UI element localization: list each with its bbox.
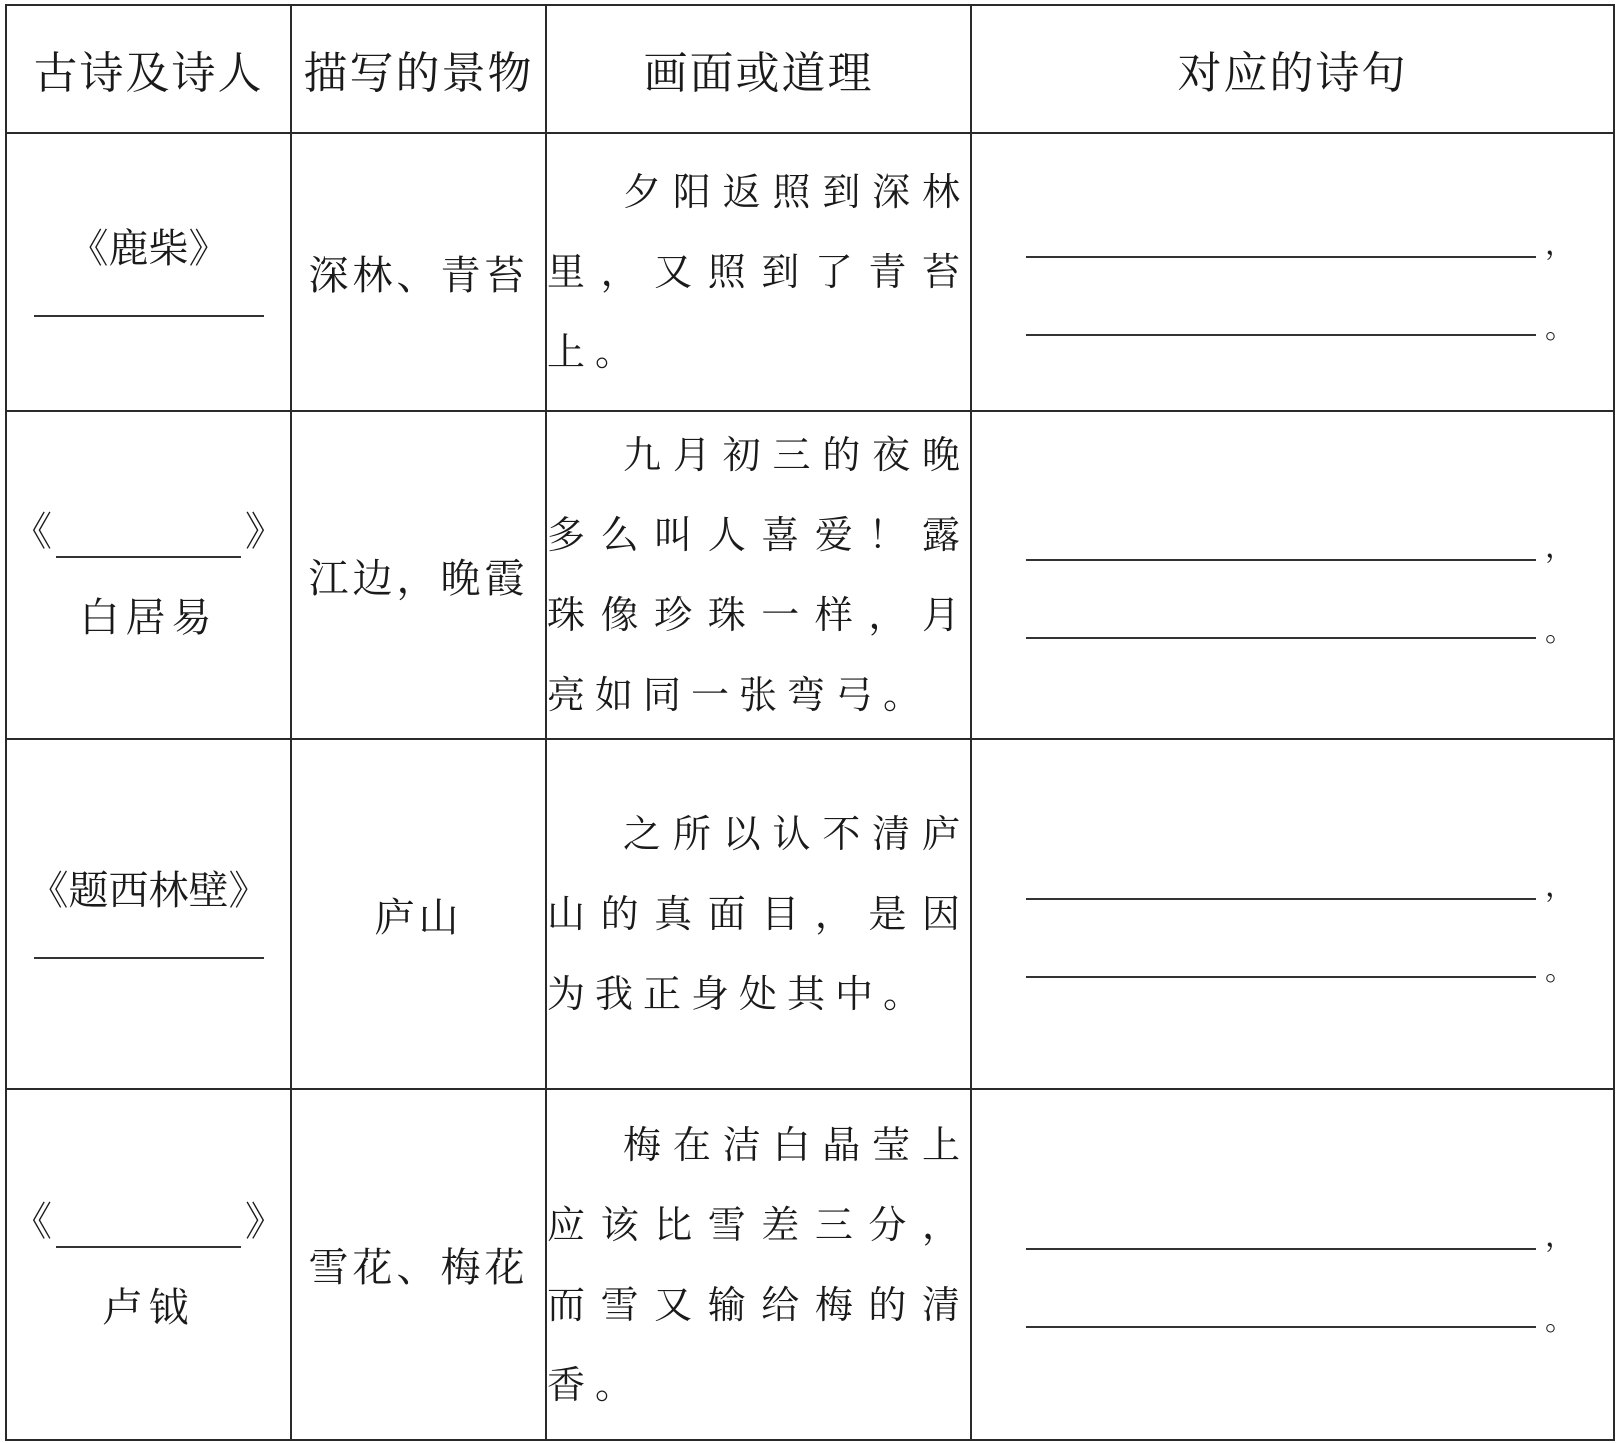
comma-mark: ， (1545, 227, 1575, 262)
period-mark: 。 (1545, 953, 1575, 988)
poem-cell (6, 411, 291, 739)
author-blank[interactable] (34, 957, 264, 959)
scene-cell: 雪花、梅花 (291, 1089, 546, 1440)
title-close-bracket: 》 (245, 1198, 285, 1245)
table-row (6, 411, 1614, 739)
title-blank[interactable] (56, 1224, 241, 1248)
header-poem-author: 古诗及诗人 (6, 5, 291, 133)
title-close-bracket: 》 (245, 509, 285, 555)
header-meaning: 画面或道理 (546, 5, 971, 133)
verse-blank-1[interactable] (1026, 256, 1536, 258)
meaning-cell: 之所以认不清庐山的真面目，是因为我正身处其中。 (546, 739, 971, 1089)
verse-blank-2[interactable] (1026, 637, 1536, 639)
header-scenery: 描写的景物 (291, 5, 546, 133)
answer-cell (971, 739, 1614, 1089)
verse-blank-1[interactable] (1026, 559, 1536, 561)
poem-cell (6, 133, 291, 411)
poem-cell (6, 739, 291, 1089)
poem-table (5, 4, 1615, 1441)
scene-cell: 深林、青苔 (291, 133, 546, 411)
table-row (6, 133, 1614, 411)
meaning-cell: 九月初三的夜晚多么叫人喜爱！露珠像珍珠一样，月亮如同一张弯弓。 (546, 411, 971, 739)
verse-blank-1[interactable] (1026, 898, 1536, 900)
poem-author: 白居易 (79, 595, 218, 641)
comma-mark: ， (1545, 1219, 1575, 1254)
period-mark: 。 (1545, 614, 1575, 649)
answer-cell (971, 411, 1614, 739)
header-verse: 对应的诗句 (971, 5, 1614, 133)
period-mark: 。 (1545, 1303, 1575, 1338)
poem-title: 《鹿柴》 (68, 226, 229, 272)
scene-cell: 江边，晚霞 (291, 411, 546, 739)
title-blank-group (7, 506, 290, 558)
comma-mark: ， (1545, 869, 1575, 904)
answer-cell (971, 1089, 1614, 1440)
meaning-cell: 梅在洁白晶莹上应该比雪差三分，而雪又输给梅的清香。 (546, 1089, 971, 1440)
verse-blank-2[interactable] (1026, 334, 1536, 336)
poem-author: 卢钺 (102, 1284, 195, 1331)
table-row (6, 1089, 1614, 1440)
meaning-cell: 夕阳返照到深林里，又照到了青苔上。 (546, 133, 971, 411)
title-open-bracket: 《 (12, 509, 52, 555)
title-open-bracket: 《 (12, 1198, 52, 1245)
table-row (6, 739, 1614, 1089)
verse-blank-1[interactable] (1026, 1248, 1536, 1250)
poem-title: 《题西林壁》 (28, 868, 269, 914)
answer-cell (971, 133, 1614, 411)
verse-blank-2[interactable] (1026, 976, 1536, 978)
verse-blank-2[interactable] (1026, 1326, 1536, 1328)
comma-mark: ， (1545, 530, 1575, 565)
scene-cell: 庐山 (291, 739, 546, 1089)
title-blank[interactable] (56, 534, 241, 558)
author-blank[interactable] (34, 315, 264, 317)
poem-cell (6, 1089, 291, 1440)
header-row (6, 5, 1614, 133)
title-blank-group (7, 1196, 290, 1248)
period-mark: 。 (1545, 311, 1575, 346)
